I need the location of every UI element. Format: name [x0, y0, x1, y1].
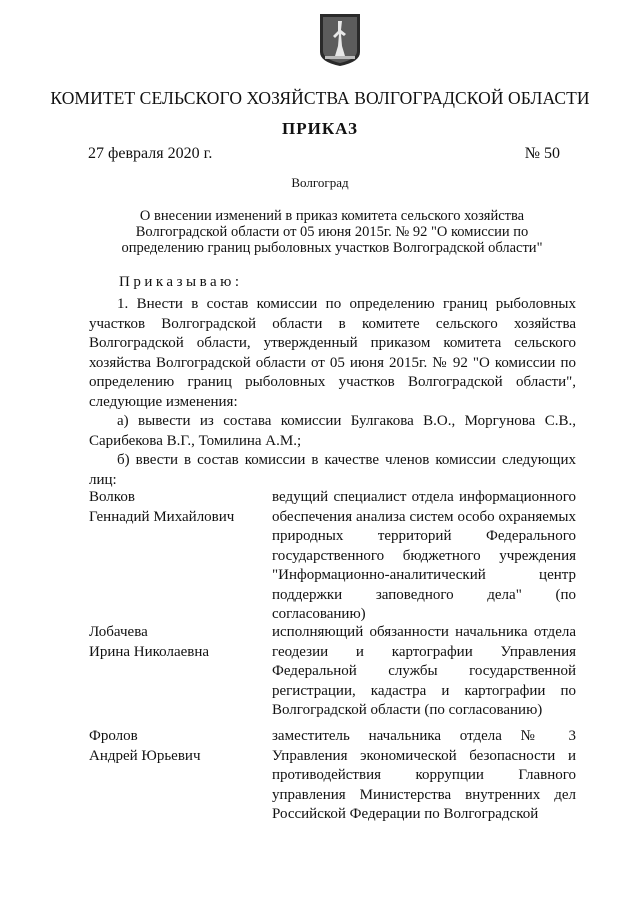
- member-role: заместитель начальника отдела № 3 Управления экономической безопасности и противодействия коррупции Главного управления Министерства внутренних дел Российской Федерации по Волгоградской: [272, 728, 576, 822]
- member-name: [89, 488, 269, 527]
- organization-name: КОМИТЕТ СЕЛЬСКОГО ХОЗЯЙСТВА ВОЛГОГРАДСКОЙ ОБЛАСТИ: [50, 88, 590, 108]
- member-surname: Лобачева: [89, 624, 148, 640]
- member-given-name: Андрей Юрьевич: [89, 747, 201, 764]
- member-given-name: Геннадий Михайлович: [89, 508, 235, 525]
- document-number: № 50: [524, 145, 560, 162]
- document-city: Волгоград: [291, 175, 349, 190]
- document-subject: О внесении изменений в приказ комитета сельского хозяйства Волгоградской области от 05 июня 2015г. № 92 "О комиссии по определению границ рыболовных участков Волгоградской области": [121, 208, 543, 256]
- member-role: исполняющий обязанности начальника отдела геодезии и картографии Управления Федеральной службы государственной регистрации, кадастра и картографии по Волгоградской области (по согласованию): [272, 624, 576, 718]
- document-type: ПРИКАЗ: [282, 119, 358, 138]
- document-body: [89, 295, 576, 490]
- body-paragraph: 1. Внести в состав комиссии по определению границ рыболовных участков Волгоградской области в комитете сельского хозяйства Волгоградской области, утвержденный приказом комитета сельского хозяйства Волгоградской области от 05 июня 2015г. № 92 "О комиссии по определению границ рыболовных участков Волгоградской области", следующие изменения:: [89, 296, 576, 410]
- body-paragraph: а) вывести из состава комиссии Булгакова В.О., Моргунова С.В., Сарибекова В.Г., Томилина А.М.;: [89, 413, 576, 449]
- member-name: [89, 623, 269, 662]
- document-date: 27 февраля 2020 г.: [88, 145, 213, 162]
- member-given-name: Ирина Николаевна: [89, 643, 210, 660]
- member-name: [89, 727, 269, 766]
- order-word: Приказываю:: [119, 274, 243, 290]
- member-surname: Волков: [89, 489, 135, 505]
- coat-of-arms-icon: [317, 12, 363, 68]
- body-paragraph: б) ввести в состав комиссии в качестве членов комиссии следующих лиц:: [89, 452, 576, 488]
- member-role: ведущий специалист отдела информационного обеспечения анализа систем особо охраняемых природных территорий Федерального государственного бюджетного учреждения "Информационно-аналитический центр поддержки заповедного дела" (по согласованию): [272, 489, 576, 622]
- member-surname: Фролов: [89, 728, 138, 744]
